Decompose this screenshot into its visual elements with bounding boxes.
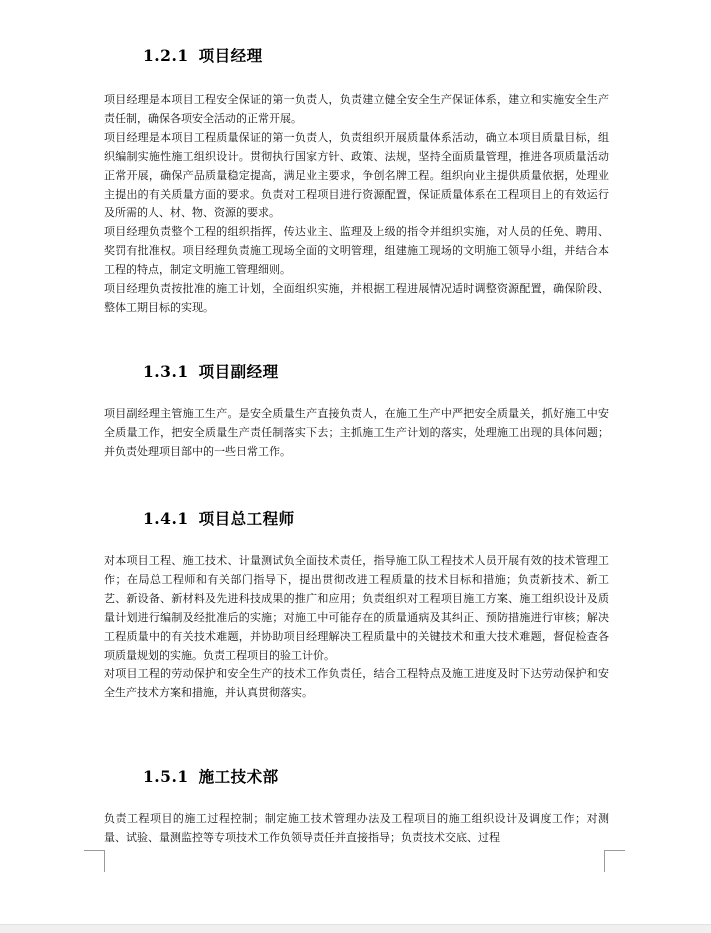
section-number: 1.3.1 <box>143 362 189 381</box>
section-heading-project-manager <box>143 44 263 66</box>
section-title: 项目副经理 <box>198 362 279 381</box>
crop-mark-left-vertical <box>104 850 105 872</box>
section-heading-deputy-manager <box>143 360 279 382</box>
section-title: 项目经理 <box>198 46 263 65</box>
paragraph: 对项目工程的劳动保护和安全生产的技术工作负责任，结合工程特点及施工进度及时下达劳动保护和安全生产技术方案和措施，并认真贯彻落实。 <box>104 667 609 700</box>
paragraph: 项目经理负责按批准的施工计划，全面组织实施，并根据工程进展情况适时调整资源配置，确保阶段、整体工期目标的实现。 <box>104 282 609 314</box>
paragraph: 对本项目工程、施工技术、计量测试负全面技术责任，指导施工队工程技术人员开展有效的技术管理工作；在局总工程师和有关部门指导下，提出贯彻改进工程质量的技术目标和措施；负责新技术、新工艺、新设备、新材料及先进科技成果的推广和应用；负责组织对工程项目施工方案、施工组织设计及质量计划进行编制及经批准后的实施；对施工中可能存在的质量通病及其纠正、预防措施进行审核；解决工程质量中的有关技术难题，并协助项目经理解决工程质量中的关键技术和重大技术难题，督促检查各项质量规划的实施。负责工程项目的验工计价。 <box>104 554 609 662</box>
section-heading-construction-tech-dept <box>143 765 279 787</box>
section-number: 1.2.1 <box>143 46 189 65</box>
section-body-project-manager <box>104 91 609 318</box>
paragraph: 项目经理负责整个工程的组织指挥，传达业主、监理及上级的指令并组织实施，对人员的任免、聘用、奖罚有批准权。项目经理负责施工现场全面的文明管理，组建施工现场的文明施工领导小组，并结合本工程的特点，制定文明施工管理细则。 <box>104 225 609 277</box>
crop-mark-left-horizontal <box>84 850 104 851</box>
section-body-construction-tech-dept <box>104 810 609 848</box>
section-heading-chief-engineer <box>143 507 295 529</box>
section-body-deputy-manager <box>104 405 609 462</box>
section-number: 1.4.1 <box>143 509 189 528</box>
crop-mark-right-horizontal <box>605 850 625 851</box>
section-title: 施工技术部 <box>198 767 279 786</box>
paragraph: 项目经理是本项目工程质量保证的第一负责人，负责组织开展质量体系活动，确立本项目质量目标，组织编制实施性施工组织设计。贯彻执行国家方针、政策、法规，坚持全面质量管理，推进各项质量活动正常开展，确保产品质量稳定提高，满足业主要求，争创名牌工程。组织向业主提供质量依据，处理业主提出的有关质量方面的要求。负责对工程项目进行资源配置，保证质量体系在工程项目上的有效运行及所需的人、材、物、资源的要求。 <box>104 130 609 220</box>
section-number: 1.5.1 <box>143 767 189 786</box>
section-body-chief-engineer <box>104 552 609 703</box>
crop-mark-right-vertical <box>604 850 605 872</box>
paragraph: 项目经理是本项目工程安全保证的第一负责人，负责建立健全安全生产保证体系，建立和实施安全生产责任制，确保各项安全活动的正常开展。 <box>104 93 609 125</box>
paragraph: 项目副经理主管施工生产。是安全质量生产直接负责人，在施工生产中严把安全质量关，抓好施工中安全质量工作，把安全质量生产责任制落实下去；主抓施工生产计划的落实，处理施工出现的具体问题；并负责处理项目部中的一些日常工作。 <box>104 407 609 458</box>
section-title: 项目总工程师 <box>198 509 295 528</box>
paragraph: 负责工程项目的施工过程控制；制定施工技术管理办法及工程项目的施工组织设计及调度工作；对测量、试验、量测监控等专项技术工作负领导责任并直接指导；负责技术交底、过程 <box>104 812 609 844</box>
